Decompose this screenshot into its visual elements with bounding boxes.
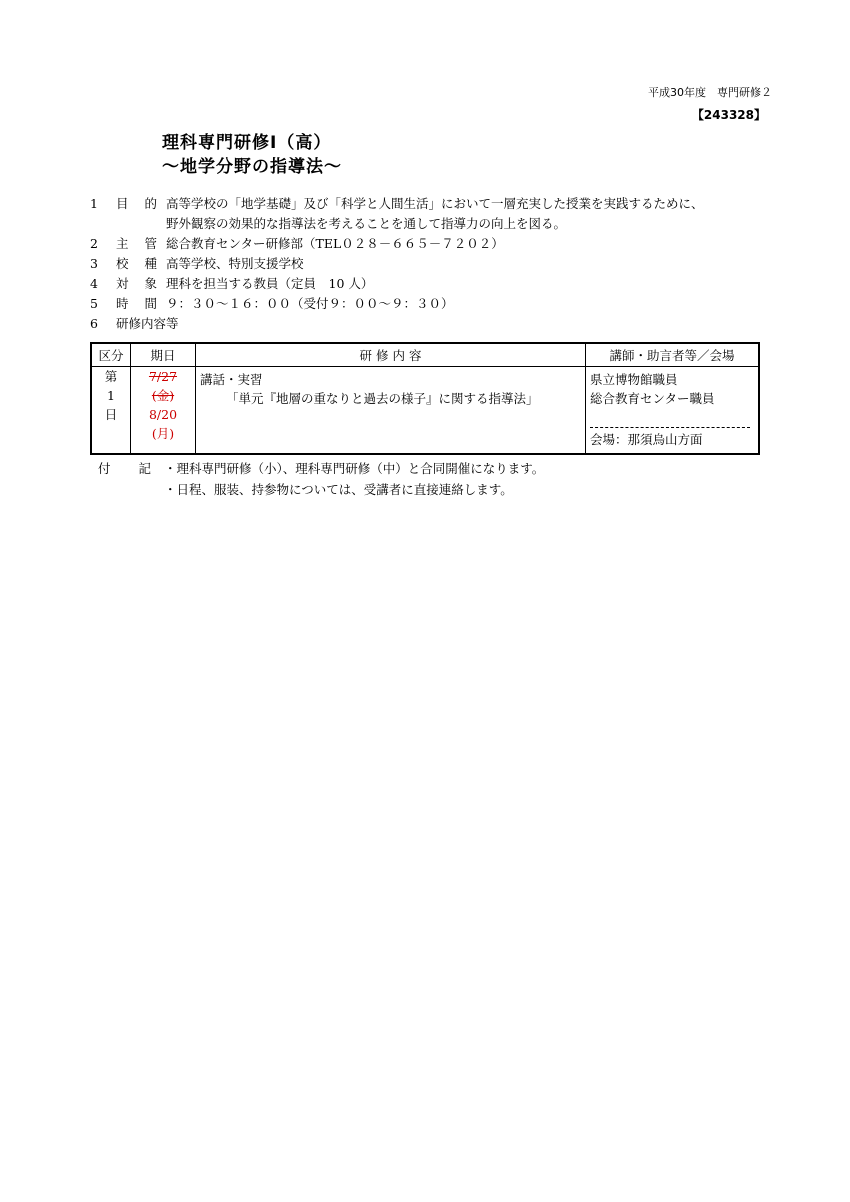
division-cell xyxy=(91,367,131,455)
division-char: 第 xyxy=(104,369,118,384)
item-purpose-cont xyxy=(90,214,770,234)
notes-label: 付 記 xyxy=(98,461,163,476)
note-line: ・理科専門研修（小）、理科専門研修（中）と合同開催になります。 xyxy=(164,461,545,476)
note-row xyxy=(90,458,544,479)
division-char: 1 xyxy=(107,388,115,403)
date-cell xyxy=(131,367,196,455)
item-text-cont: 野外観察の効果的な指導法を考えることを通して指導力の向上を図る。 xyxy=(166,216,567,231)
course-details xyxy=(90,194,770,334)
note-row xyxy=(90,479,544,500)
notes xyxy=(90,458,544,500)
item-time xyxy=(90,294,770,314)
item-text: ９：３０～１６：００（受付９：００～９：３０） xyxy=(166,296,454,311)
content-detail: 「単元『地層の重なりと過去の様子』に関する指導法」 xyxy=(226,391,539,406)
venue: 会場：那須烏山方面 xyxy=(590,432,703,447)
col-header-lecturer: 講師・助言者等／会場 xyxy=(586,343,760,367)
course-code: 【243328】 xyxy=(691,108,766,122)
col-header-division: 区分 xyxy=(91,343,131,367)
item-label: 校 種 xyxy=(116,256,163,271)
new-weekday: (月) xyxy=(151,426,175,441)
item-contents xyxy=(90,314,770,334)
item-number: 3 xyxy=(90,256,98,271)
table-header-row xyxy=(91,343,759,367)
item-number: 4 xyxy=(90,276,98,291)
col-header-date: 期日 xyxy=(131,343,196,367)
item-number: 5 xyxy=(90,296,98,311)
item-text: 高等学校の「地学基礎」及び「科学と人間生活」において一層充実した授業を実践するために、 xyxy=(166,196,704,211)
item-label: 対 象 xyxy=(116,276,163,291)
old-weekday: (金) xyxy=(151,388,175,403)
item-organizer xyxy=(90,234,770,254)
item-text: 総合教育センター研修部（TEL０２８－６６５－７２０２） xyxy=(166,236,504,251)
content-cell xyxy=(196,367,586,455)
item-label: 時 間 xyxy=(116,296,163,311)
item-target xyxy=(90,274,770,294)
lecturer-name: 県立博物館職員 xyxy=(590,372,678,387)
content-title: 講話・実習 xyxy=(200,372,263,387)
item-purpose xyxy=(90,194,770,214)
note-line: ・日程、服装、持参物については、受講者に直接連絡します。 xyxy=(164,482,513,497)
page-title: 理科専門研修Ⅰ（高） xyxy=(162,133,332,153)
lecturer-name: 総合教育センター職員 xyxy=(590,391,715,406)
table-row xyxy=(91,367,759,455)
item-number: 2 xyxy=(90,236,98,251)
division-char: 日 xyxy=(104,407,118,422)
item-label: 研修内容等 xyxy=(116,316,179,331)
new-date: 8/20 xyxy=(148,407,178,422)
item-text: 高等学校、特別支援学校 xyxy=(166,256,304,271)
item-school-type xyxy=(90,254,770,274)
lecturer-cell xyxy=(586,367,760,455)
item-label: 主 管 xyxy=(116,236,163,251)
dashed-divider xyxy=(590,427,750,428)
old-date: 7/27 xyxy=(148,369,178,384)
col-header-content: 研 修 内 容 xyxy=(196,343,586,367)
schedule-table xyxy=(90,342,760,455)
notes-label-spacer xyxy=(90,479,164,500)
page-subtitle: ～地学分野の指導法～ xyxy=(162,157,342,177)
item-number: 1 xyxy=(90,196,98,211)
item-number: 6 xyxy=(90,316,98,331)
item-text: 理科を担当する教員（定員 10 人） xyxy=(166,276,374,291)
item-label: 目 的 xyxy=(116,196,163,211)
header-year: 平成30年度 専門研修２ xyxy=(648,86,772,99)
